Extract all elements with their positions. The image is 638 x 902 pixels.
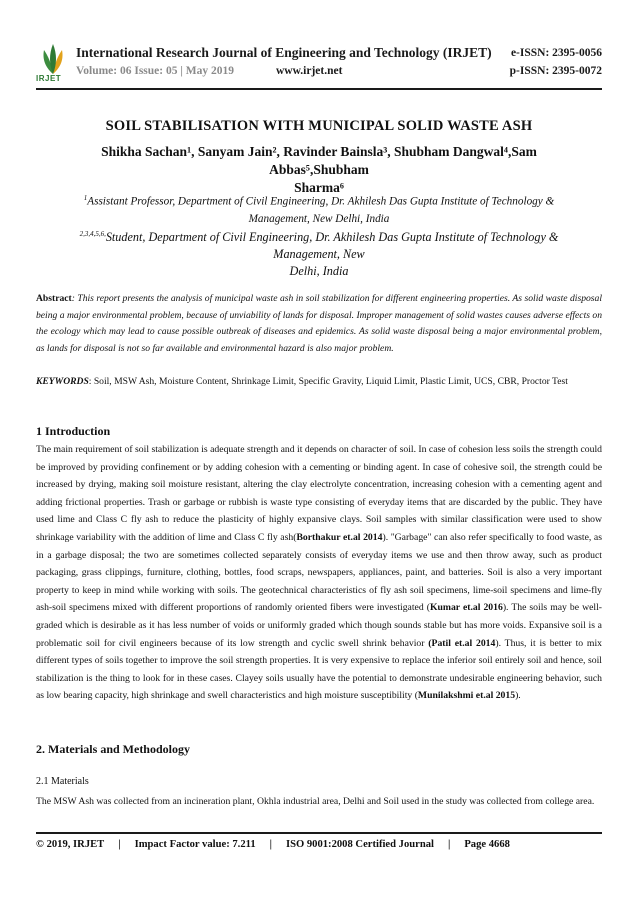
pissn: p-ISSN: 2395-0072 xyxy=(509,65,602,77)
citation-munilakshmi: Munilakshmi et.al 2015 xyxy=(417,690,516,702)
affiliation-2-text: Student, Department of Civil Engineering, Dr. Akhilesh Das Gupta Institute of Technology & Management, New xyxy=(105,230,559,262)
section-2-heading: 2. Materials and Methodology xyxy=(36,742,190,756)
paper-title: SOIL STABILISATION WITH MUNICIPAL SOLID WASTE ASH xyxy=(105,118,533,134)
volume-issue: Volume: 06 Issue: 05 | May 2019 xyxy=(76,65,234,77)
eissn: e-ISSN: 2395-0056 xyxy=(510,47,602,59)
journal-header xyxy=(36,40,602,86)
section-1-text-d: ). Thus, it is better to mix different types of soils together to improve the soil strength properties. It is very expensive to replace the inferior soil entirely soil and hence, soil stabilization is the thing to look for in these cases. Clayey soils usually have the potential to demonstrate undesirable engineering behavior, such as low bearing capacity, high shrinkage and swell characteristics and high moisture susceptibility ( xyxy=(36,637,602,702)
affiliation-1 xyxy=(56,190,582,228)
section-1-text-c: ). The soils may be well-graded which is desirable as it has less number of voids or uniformly graded which though sounds stable but has more voids. Expansive soil is a problematic soil for civil engineers because of its low strength and cyclic swell shrink behavior xyxy=(36,602,602,649)
affiliation-1-sup: 1 xyxy=(83,194,88,202)
section-1-text-b: ). "Garbage" can also refer specifically to food waste, as in a garbage disposal; the two are sometimes collected separately consists of everyday items we use and then throw away, such as product packaging, grass clippings, furniture, clothing, bottles, food scraps, newspapers, appliances, paint, and batteries. Soil is also a very important property to keep in mind while working with soils. The geotechnical characteristics of fly ash soil specimens, lime-soil specimens and lime-fly ash-soil specimens mixed with different proportions of randomly oriented fibers were investigated ( xyxy=(36,531,602,614)
footer-divider xyxy=(36,832,602,834)
keywords-text: : Soil, MSW Ash, Moisture Content, Shrinkage Limit, Specific Gravity, Liquid Limit, Plastic Limit, UCS, CBR, Proctor Test xyxy=(88,376,568,387)
section-1-body xyxy=(36,441,602,705)
page-footer xyxy=(36,839,602,850)
affiliation-2-text-2: Delhi, India xyxy=(289,264,349,279)
citation-kumar: Kumar et.al 2016 xyxy=(429,602,503,614)
footer-separator: | xyxy=(118,839,121,850)
section-1-text-a: The main requirement of soil stabilization is adequate strength and it depends on character of soil. In case of cohesion less soils the strength could be improved by providing confinement or by adding cohesion with a cementing or binding agent. In case of cohesive soil, the strength could be increased by drying, making soil moisture resistant, altering the clay electrolyte concentration, increasing cohesion with a cementing agent and adding frictional properties. Trash or garbage or rubbish is waste type consisting of everyday items that are discarded by the public. They have used lime and Class C fly ash to reduce the plasticity of highly expansive clays. Soil samples with similar classification were used to show shrinkage variability with the addition of lime and Class C fly ash( xyxy=(36,444,602,543)
footer-separator: | xyxy=(269,839,272,850)
author-list xyxy=(50,143,588,197)
logo-text: IRJET xyxy=(36,74,62,83)
citation-borthakur: Borthakur et.al 2014 xyxy=(296,531,383,543)
abstract-label: Abstract xyxy=(36,293,72,304)
keywords xyxy=(36,374,602,391)
website-link[interactable]: www.irjet.net xyxy=(276,65,343,77)
affiliation-2-sup: 2,3,4,5,6, xyxy=(79,230,106,238)
authors-line-2: Sharma⁶ xyxy=(294,180,344,195)
footer-impact-factor: Impact Factor value: 7.211 xyxy=(134,839,256,850)
affiliation-1-text: Assistant Professor, Department of Civil Engineering, Dr. Akhilesh Das Gupta Institute of Technology & Management, New Delhi, India xyxy=(87,195,555,225)
section-2-body: The MSW Ash was collected from an incineration plant, Okhla industrial area, Delhi and Soil used in the study was collected from college area. xyxy=(36,796,595,807)
affiliation-2 xyxy=(56,226,582,280)
keywords-label: KEYWORDS xyxy=(36,376,89,387)
section-1-heading: 1 Introduction xyxy=(36,424,111,438)
abstract-text: : This report presents the analysis of municipal waste ash in soil stabilization for different engineering properties. As solid waste disposal being a major environmental problem, because of unviability of lands for disposal. Improper management of solid wastes causes adverse effects on the ecology which may lead to cause possible outbreak of diseases and epidemics. As solid waste disposal being a major environmental problem, as lands for disposal is not so far available and environmental hazard is also major problem. xyxy=(36,293,602,354)
footer-copyright: © 2019, IRJET xyxy=(36,839,105,850)
subsection-2-1-heading: 2.1 Materials xyxy=(36,776,89,787)
citation-patil: (Patil et.al 2014 xyxy=(428,637,496,649)
footer-iso: ISO 9001:2008 Certified Journal xyxy=(285,839,434,850)
section-1-text-e: ). xyxy=(515,690,521,702)
header-divider xyxy=(36,88,602,90)
footer-page-number: Page 4668 xyxy=(464,839,510,850)
footer-separator: | xyxy=(447,839,451,850)
authors-line-1: Shikha Sachan¹, Sanyam Jain², Ravinder Bainsla³, Shubham Dangwal⁴,Sam Abbas⁵,Shubham xyxy=(101,144,537,177)
journal-title: International Research Journal of Engineering and Technology (IRJET) xyxy=(76,45,492,60)
abstract xyxy=(36,291,602,357)
